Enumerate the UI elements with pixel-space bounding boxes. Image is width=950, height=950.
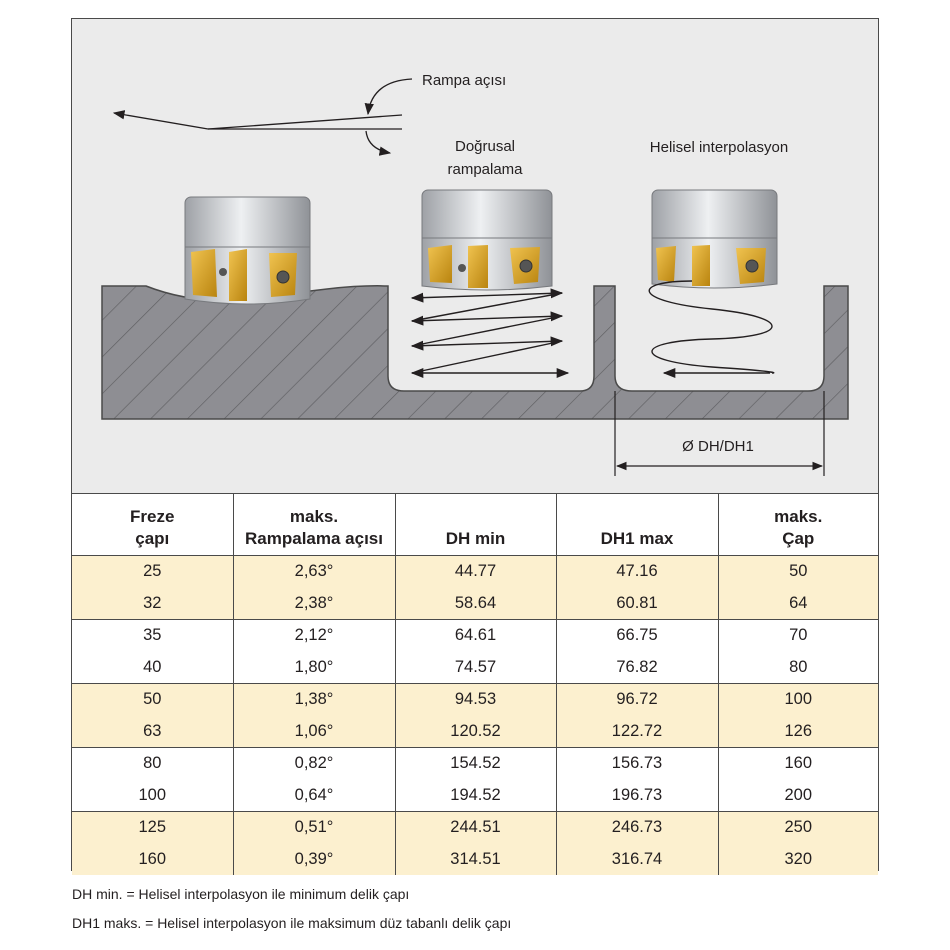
diameter-label: Ø DH/DH1: [682, 438, 754, 455]
table-row: 80 0,82° 154.52 156.73 160: [72, 748, 878, 780]
header-dh1-max: DH1 max: [556, 494, 718, 556]
table-row: 160 0,39° 314.51 316.74 320: [72, 844, 878, 876]
header-dh-min: DH min: [395, 494, 556, 556]
table-row: 35 2,12° 64.61 66.75 70: [72, 620, 878, 652]
header-max-ramping-angle: maks. Rampalama açısı: [233, 494, 395, 556]
table-row: 32 2,38° 58.64 60.81 64: [72, 588, 878, 620]
table-row: 125 0,51° 244.51 246.73 250: [72, 812, 878, 844]
linear-ramping-label-1: Doğrusal: [454, 138, 516, 155]
table-header-row: [72, 494, 878, 556]
workpiece: [102, 286, 848, 419]
ramp-angle-icon: [114, 79, 412, 153]
table-row: 100 0,64° 194.52 196.73 200: [72, 780, 878, 812]
table-row: 40 1,80° 74.57 76.82 80: [72, 652, 878, 684]
milling-cutter-3: [652, 190, 777, 288]
linear-ramping-path: [412, 293, 568, 373]
table-row: 50 1,38° 94.53 96.72 100: [72, 684, 878, 716]
helical-interpolation-label: Helisel interpolasyon: [649, 139, 789, 156]
ramp-angle-label: Rampa açısı: [422, 72, 507, 89]
linear-ramping-label-2: rampalama: [447, 161, 523, 178]
table-row: 25 2,63° 44.77 47.16 50: [72, 556, 878, 588]
table-row: 63 1,06° 120.52 122.72 126: [72, 716, 878, 748]
milling-cutter-2: [422, 190, 552, 290]
milling-cutter-1: [185, 197, 310, 304]
header-cutter-diameter: Freze çapı: [72, 494, 233, 556]
header-max-diameter: maks. Çap: [718, 494, 878, 556]
footnote-dh1-max: DH1 maks. = Helisel interpolasyon ile maksimum düz tabanlı delik çapı: [72, 915, 512, 931]
ramping-diagram: [72, 19, 878, 493]
helical-path: [649, 281, 774, 373]
footnote-dh-min: DH min. = Helisel interpolasyon ile minimum delik çapı: [72, 886, 410, 902]
ramping-data-table: [72, 493, 878, 875]
